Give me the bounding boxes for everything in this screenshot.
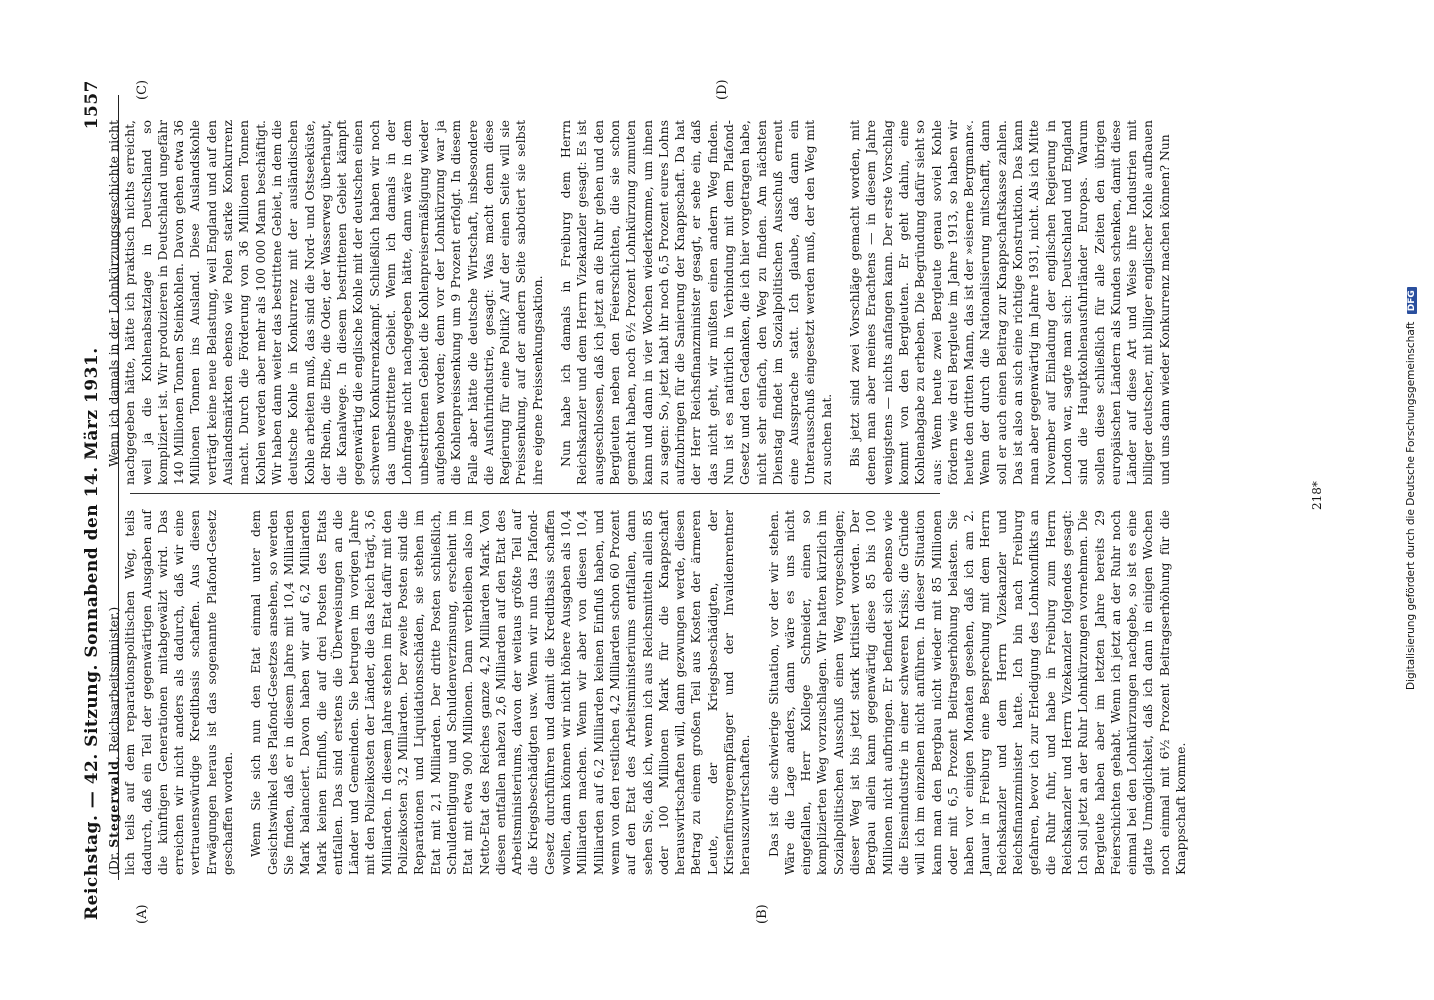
margin-marker-a: (A)	[135, 904, 150, 924]
paragraph: Bis jetzt sind zwei Vorschläge gemacht worden, mit denen man aber meines Erachtens — in diesem Jahre wenigstens — nichts anfangen kann. Der erste Vorschlag kommt von den Bergleuten. Er geht dahin, eine Kohlenabgabe zu erheben. Die Begründung dafür sieht so aus: Wenn heute zwei Bergleute genau soviel Kohle fördern wie drei Bergleute im Jahre 1913, so haben wir heute den dritten Mann, das ist der »eiserne Bergmann«. Wenn der durch die Nationalisierung mitschafft, dann soll er auch einen Beitrag zur Knappschaftskasse zahlen. Das ist also an sich eine richtige Konstruktion. Das kann man aber gegenwärtig im Jahre 1931, nicht. Als ich Mitte November auf Einladung der englischen Regierung in London war, sagte man sich: Deutschland und England sind die Hauptkohlenausfuhrländer Europas. Warum sollen diese schließlich für alle Zeiten den übrigen europäischen Ländern als Kunden schenken, damit diese Länder auf diese Art und Weise ihre Industrien mit billiger deutscher, mit billiger englischer Kohle aufbauen und uns dann wieder Konkurrenz machen können? Nun	[847, 120, 1172, 485]
dfg-logo: DFG	[1407, 287, 1417, 314]
speaker-prefix: (Dr.	[106, 847, 121, 875]
speaker-name: Stegerwald	[106, 760, 121, 848]
paragraph: Wenn ich damals in der Lohnkürzungsgeschichte nicht nachgegeben hätte, hätte ich praktisch nichts erreicht, weil ja die Kohlenabsatzlage in Deutschland so kompliziert ist. Wir produzieren in Deutschland ungefähr 140 Millionen Tonnen Steinkohlen. Davon gehen etwa 36 Millionen Tonnen ins Ausland. Diese Auslandskohle verträgt keine neue Belastung, weil England und auf den Auslandsmärkten ebenso wie Polen starke Konkurrenz macht. Durch die Förderung von 36 Millionen Tonnen Kohlen werden aber mehr als 100 000 Mann beschäftigt. Wir haben dann weiter das bestrittene Gebiet, in dem die deutsche Kohle in Konkurrenz mit der ausländischen Kohle arbeiten muß, das sind die Nord- und Ostseeküste, der Rhein, die Elbe, die Oder, der Wasserweg überhaupt, die Kanalwege. In diesem bestrittenen Gebiet kämpft gegenwärtig die englische Kohle mit der deutschen einen schweren Konkurrenzkampf. Schließlich haben wir noch das unbestrittene Gebiet. Wenn ich damals in der Lohnfrage nicht nachgegeben hätte, dann wäre in dem unbestrittenen Gebiet die Kohlenpreisermäßigung wieder aufgehoben worden; denn vor der Lohnkürzung war ja die Kohlenpreissenkung um 9 Prozent erfolgt. In diesem Falle aber hätte die deutsche Wirtschaft, insbesondere die Ausfuhrindustrie, gesagt: Was macht denn diese Regierung für eine Politik? Auf der einen Seite will sie Preissenkung, auf der andern Seite sabotiert sie selbst ihre eigene Preissenkungsaktion.	[106, 120, 545, 485]
paragraph	[106, 510, 236, 875]
margin-marker-d: (D)	[715, 79, 730, 100]
left-column	[106, 510, 1201, 875]
header-title: Reichstag. — 42. Sitzung. Sonnabend den 14. März 1931.	[82, 347, 102, 920]
paragraph-text: lich teils auf dem reparationspolitischen Weg, teils dadurch, daß ein Teil der gegenwärtigen Ausgaben auf die künftigen Generationen mitabgewälzt wird. Das erreichen wir nicht anders als dadurch, daß wir eine vertrauenswürdige Kreditbasis schaffen. Aus diesen Erwägungen heraus ist das sogenannte Plafond-Gesetz geschaffen worden.	[122, 510, 236, 875]
right-column	[106, 120, 1185, 485]
paragraph: Nun habe ich damals in Freiburg dem Herrn Reichskanzler und dem Herrn Vizekanzler gesagt: Es ist ausgeschlossen, daß ich jetzt an die Ruhr gehen und den Bergleuten neben den Feierschichten, die sie schon gemacht haben, noch 6½ Prozent Lohnkürzung zumuten kann und dann in vier Wochen wiederkomme, um ihnen zu sagen: So, jetzt habt ihr noch 6,5 Prozent eures Lohns aufzubringen für die Sanierung der Knappschaft. Da hat der Herr Reichsfinanzminister gesagt, er sehe ein, daß das nicht geht, wir müßten einen andern Weg finden. Nun ist es natürlich in Verbindung mit dem Plafond-Gesetz und den Gedanken, die ich hier vorgetragen habe, nicht sehr einfach, den Weg zu finden. Am nächsten Dienstag findet im Sozialpolitischen Ausschuß erneut eine Aussprache statt. Ich glaube, daß dann ein Unterausschuß eingesetzt werden muß, der den Weg mit zu suchen hat.	[558, 120, 834, 485]
column-divider	[130, 493, 940, 494]
credit-text: Digitalisierung gefördert durch die Deutsche Forschungsgemeinschaft	[1405, 321, 1417, 690]
paragraph: Wenn Sie sich nun den Etat einmal unter dem Gesichtswinkel des Plafond-Gesetzes ansehen, so werden Sie finden, daß er in diesem Jahre mit 10,4 Milliarden Mark balanciert. Davon haben wir auf 6,2 Milliarden Mark keinen Einfluß, die auf drei Posten des Etats entfallen. Das sind erstens die Überweisungen an die Länder und Gemeinden. Sie betrugen im vorigen Jahre mit den Polizeikosten der Länder, die das Reich trägt, 3,6 Milliarden. In diesem Jahre stehen im Etat dafür mit den Polizeikosten 3,2 Milliarden. Der zweite Posten sind die Reparationen und Liquidationsschäden, sie stehen im Etat mit 2,1 Milliarden. Der dritte Posten schließlich, Schuldentilgung und Schuldenverzinsung, erscheint im Etat mit etwa 900 Millionen. Dann verbleiben also im Netto-Etat des Reiches ganze 4,2 Milliarden Mark. Von diesen entfallen nahezu 2,6 Milliarden auf den Etat des Arbeitsministeriums, davon der weitaus größte Teil auf die Kriegsbeschädigten usw. Wenn wir nun das Plafond-Gesetz durchführen und damit die Kreditbasis schaffen wollen, dann können wir nicht höhere Ausgaben als 10,4 Milliarden machen. Wenn wir aber von diesen 10,4 Milliarden auf 6,2 Milliarden keinen Einfluß haben, und wenn von den restlichen 4,2 Milliarden schon 60 Prozent auf den Etat des Arbeitsministeriums entfallen, dann sehen Sie, daß ich, wenn ich aus Reichsmitteln allein 85 oder 100 Millionen Mark für die Knappschaft herauswirtschaften will, dann gezwungen werde, diesen Betrag zu einem großen Teil aus Kosten der ärmeren Leute, der Kriegsbeschädigten, der Krisenfürsorgeempfänger und der Invalidenrentner herauszuwirtschaften.	[248, 510, 753, 875]
signature-mark: 218*	[1310, 481, 1324, 510]
margin-marker-b: (B)	[755, 904, 770, 924]
paragraph: Das ist die schwierige Situation, vor der wir stehen. Wäre die Lage anders, dann wäre es uns nicht eingefallen, Herr Kollege Schneider, einen so komplizierten Weg vorzuschlagen. Wir hatten kürzlich im Sozialpolitischen Ausschuß einen Weg vorgeschlagen; dieser Weg ist bis jetzt stark kritisiert worden. Der Bergbau allein kann gegenwärtig diese 85 bis 100 Millionen nicht aufbringen. Er befindet sich ebenso wie die Eisenindustrie in einer schweren Krisis; die Gründe will ich im einzelnen nicht anführen. In dieser Situation kann man den Bergbau nicht wieder mit 85 Millionen oder mit 6,5 Prozent Beitragserhöhung belasten. Sie haben vor einigen Monaten gesehen, daß ich am 2. Januar in Freiburg eine Besprechung mit dem Herrn Reichskanzler und dem Herrn Vizekanzler und Reichsfinanzminister hatte. Ich bin nach Freiburg gefahren, bevor ich zur Erledigung des Lohnkonflikts an die Ruhr fuhr, und habe in Freiburg zum Herrn Reichskanzler und Herrn Vizekanzler folgendes gesagt: Ich soll jetzt an der Ruhr Lohnkürzungen vornehmen. Die Bergleute haben aber im letzten Jahre bereits 29 Feierschichten gehabt. Wenn ich jetzt an der Ruhr noch einmal bei den Lohnkürzungen nachgebe, so ist es eine glatte Unmöglichkeit, daß ich dann in einigen Wochen noch einmal mit 6½ Prozent Beitragserhöhung für die Knappschaft komme.	[765, 510, 1188, 875]
page-number: 1557	[82, 80, 102, 130]
margin-marker-c: (C)	[135, 79, 150, 100]
speaker-suffix: , Reichsarbeitsminister.)	[106, 606, 121, 761]
